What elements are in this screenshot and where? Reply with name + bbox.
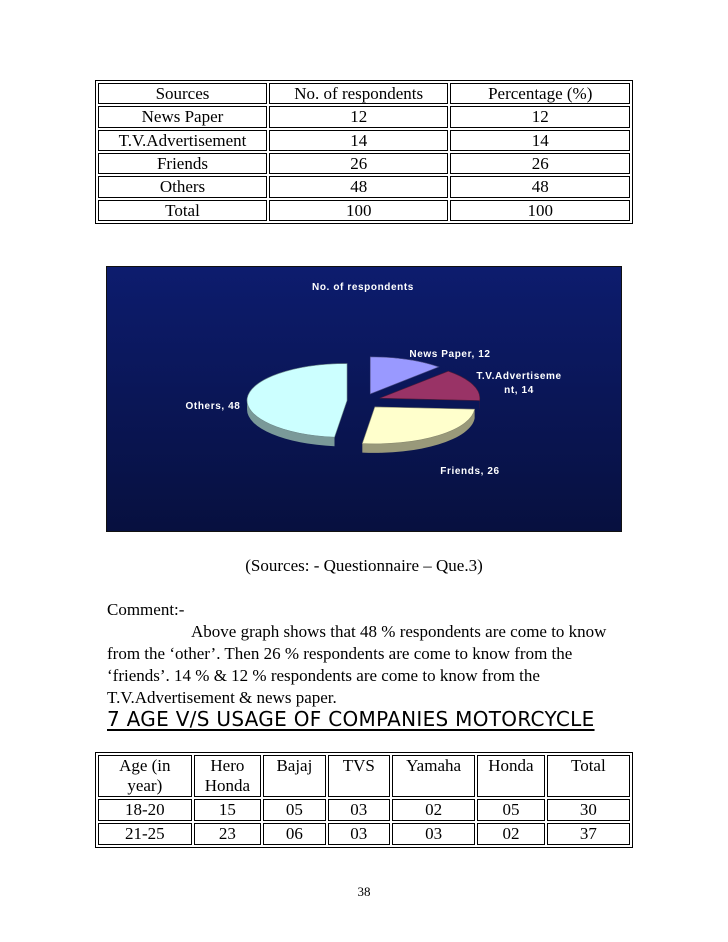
header-hero-honda [194, 755, 262, 797]
header-tvs: TVS [328, 755, 390, 797]
pie-chart-svg [107, 267, 621, 531]
label-others: Others, 48 [185, 401, 241, 412]
header-age-line1: Age (in [119, 756, 171, 775]
header-respondents: No. of respondents [269, 83, 449, 104]
header-hero-line2: Honda [204, 776, 251, 795]
cell-respondents: 14 [269, 130, 449, 151]
comment-text: Above graph shows that 48 % respondents are come to know from the ‘other’. Then 26 % respondents are come to know from the ‘friends’. 14 % & 12 % respondents are come to know from the T.V.Advertisement & news paper. [107, 622, 607, 707]
page-number: 38 [357, 884, 371, 899]
table-header-row [98, 755, 630, 797]
comment-block [107, 599, 627, 709]
cell-age: 21-25 [98, 823, 192, 845]
cell-hero-honda: 15 [194, 799, 262, 821]
cell-source: Friends [98, 153, 267, 174]
cell-age: 18-20 [98, 799, 192, 821]
header-total: Total [547, 755, 630, 797]
table-row [98, 176, 630, 197]
cell-respondents: 12 [269, 106, 449, 127]
cell-hero-honda: 23 [194, 823, 262, 845]
table-row [98, 153, 630, 174]
label-tv-advertisement-line2: nt, 14 [504, 385, 534, 396]
table-row [98, 106, 630, 127]
header-bajaj: Bajaj [263, 755, 325, 797]
header-sources: Sources [98, 83, 267, 104]
section-heading: 7 AGE V/S USAGE OF COMPANIES MOTORCYCLE [107, 707, 595, 731]
header-yamaha: Yamaha [392, 755, 475, 797]
cell-total: 30 [547, 799, 630, 821]
cell-source: Total [98, 200, 267, 221]
cell-source: T.V.Advertisement [98, 130, 267, 151]
cell-source: News Paper [98, 106, 267, 127]
label-news-paper: News Paper, 12 [409, 349, 491, 360]
cell-honda: 02 [477, 823, 545, 845]
table-row [98, 799, 630, 821]
table-row-total [98, 200, 630, 221]
label-tv-advertisement: T.V.Advertiseme [476, 371, 562, 382]
chart-caption: (Sources: - Questionnaire – Que.3) [245, 556, 483, 575]
cell-percentage: 48 [450, 176, 630, 197]
cell-respondents: 48 [269, 176, 449, 197]
cell-tvs: 03 [328, 823, 390, 845]
cell-percentage: 100 [450, 200, 630, 221]
header-hero-line1: Hero [210, 756, 245, 775]
header-honda: Honda [477, 755, 545, 797]
cell-yamaha: 03 [392, 823, 475, 845]
table-header-row [98, 83, 630, 104]
header-age-line2: year) [127, 776, 163, 795]
cell-total: 37 [547, 823, 630, 845]
cell-yamaha: 02 [392, 799, 475, 821]
chart-title: No. of respondents [312, 282, 414, 293]
cell-tvs: 03 [328, 799, 390, 821]
cell-percentage: 12 [450, 106, 630, 127]
comment-heading: Comment:- [107, 600, 185, 619]
sources-table [95, 80, 633, 224]
age-usage-table [95, 752, 633, 848]
cell-percentage: 26 [450, 153, 630, 174]
chart-background [107, 267, 621, 531]
cell-percentage: 14 [450, 130, 630, 151]
header-percentage: Percentage (%) [450, 83, 630, 104]
cell-respondents: 26 [269, 153, 449, 174]
table-row [98, 823, 630, 845]
label-friends: Friends, 26 [440, 466, 500, 477]
cell-bajaj: 05 [263, 799, 325, 821]
cell-respondents: 100 [269, 200, 449, 221]
table-row [98, 130, 630, 151]
cell-honda: 05 [477, 799, 545, 821]
pie-chart [106, 266, 622, 532]
header-age [98, 755, 192, 797]
cell-bajaj: 06 [263, 823, 325, 845]
cell-source: Others [98, 176, 267, 197]
